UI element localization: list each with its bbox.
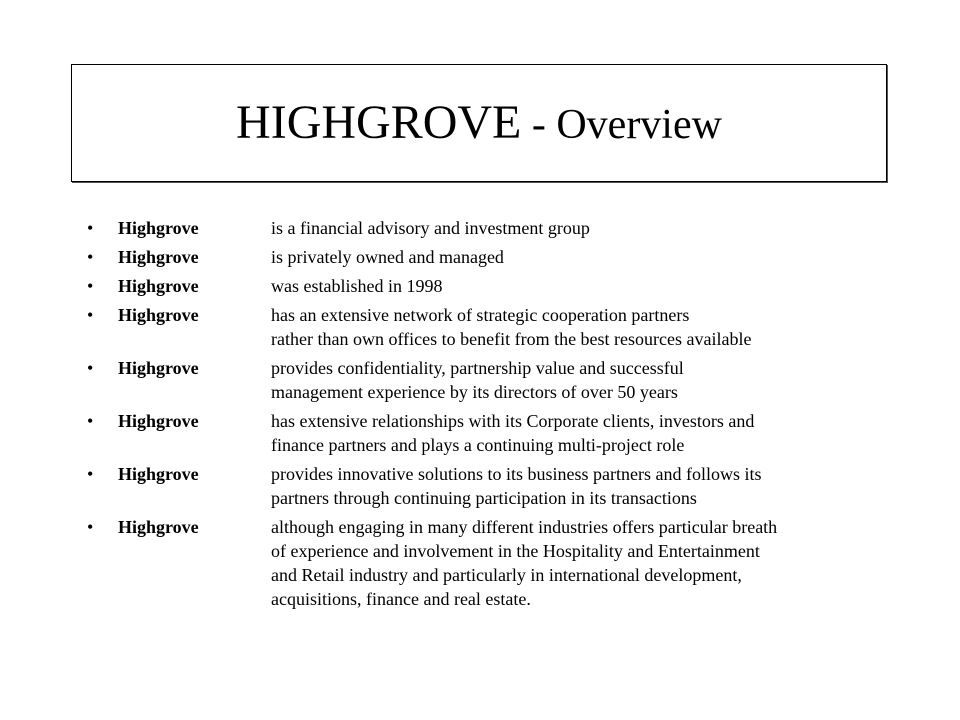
bullet-dot-icon: • — [87, 464, 94, 484]
bullet-description — [271, 303, 911, 351]
bullet-company-name: Highgrove — [118, 247, 199, 267]
bullet-description-line: management experience by its directors of over 50 years — [271, 382, 678, 402]
bullet-company-name: Highgrove — [118, 305, 199, 325]
bullet-dot-icon: • — [87, 517, 94, 537]
bullet-description-line: and Retail industry and particularly in international development, — [271, 565, 742, 585]
bullet-item — [0, 303, 960, 351]
bullet-company-name: Highgrove — [118, 276, 199, 296]
bullet-dot-icon: • — [87, 411, 94, 431]
bullet-item — [0, 409, 960, 457]
bullet-description — [271, 245, 911, 269]
bullet-dot-icon: • — [87, 247, 94, 267]
bullet-item — [0, 216, 960, 240]
bullet-description-line: acquisitions, finance and real estate. — [271, 589, 531, 609]
bullet-description — [271, 409, 911, 457]
bullet-company-name: Highgrove — [118, 517, 199, 537]
bullet-item — [0, 356, 960, 404]
bullet-description — [271, 274, 911, 298]
bullet-dot-icon: • — [87, 276, 94, 296]
bullet-description — [271, 515, 911, 611]
slide-title — [236, 96, 722, 149]
bullet-description-line: provides innovative solutions to its business partners and follows its — [271, 464, 762, 484]
bullet-description — [271, 462, 911, 510]
bullet-description-line: provides confidentiality, partnership value and successful — [271, 358, 684, 378]
bullet-description-line: although engaging in many different industries offers particular breath — [271, 517, 778, 537]
bullet-description-line: was established in 1998 — [271, 276, 443, 296]
bullet-company-name: Highgrove — [118, 218, 199, 238]
bullet-company-name: Highgrove — [118, 411, 199, 431]
bullet-item — [0, 245, 960, 269]
title-subtitle: - Overview — [521, 102, 722, 148]
bullet-dot-icon: • — [87, 358, 94, 378]
bullet-description-line: has an extensive network of strategic cooperation partners — [271, 305, 690, 325]
bullet-description-line: finance partners and plays a continuing multi-project role — [271, 435, 685, 455]
title-main: HIGHGROVE — [236, 96, 522, 149]
bullet-description-line: partners through continuing participation in its transactions — [271, 488, 697, 508]
bullet-description-line: has extensive relationships with its Corporate clients, investors and — [271, 411, 755, 431]
bullet-dot-icon: • — [87, 218, 94, 238]
bullet-description-line: is a financial advisory and investment group — [271, 218, 590, 238]
bullet-description — [271, 356, 911, 404]
bullet-description-line: of experience and involvement in the Hospitality and Entertainment — [271, 541, 760, 561]
bullet-description-line: rather than own offices to benefit from the best resources available — [271, 329, 752, 349]
title-box — [71, 64, 887, 182]
bullet-item — [0, 462, 960, 510]
bullet-list — [0, 216, 960, 616]
bullet-dot-icon: • — [87, 305, 94, 325]
bullet-description — [271, 216, 911, 240]
bullet-item — [0, 274, 960, 298]
bullet-description-line: is privately owned and managed — [271, 247, 504, 267]
bullet-company-name: Highgrove — [118, 464, 199, 484]
bullet-company-name: Highgrove — [118, 358, 199, 378]
bullet-item — [0, 515, 960, 611]
